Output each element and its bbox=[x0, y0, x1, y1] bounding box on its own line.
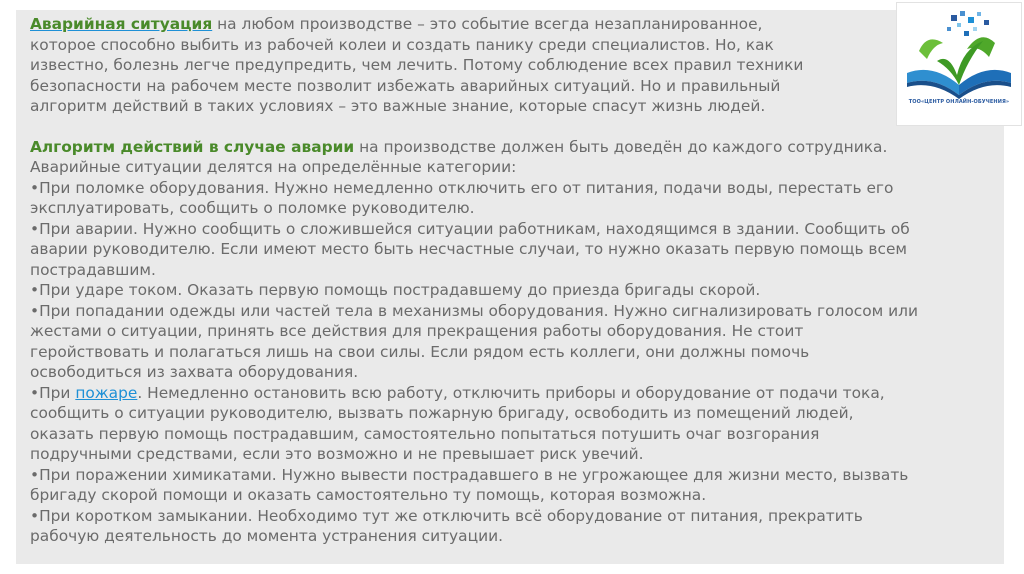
fire-prefix: •При bbox=[30, 383, 76, 402]
algorithm-heading: Алгоритм действий в случае аварии bbox=[30, 137, 355, 156]
intro-line: алгоритм действий в таких условиях – это важные знание, которые спасут жизнь людей. bbox=[30, 97, 766, 115]
algorithm-line: •При коротком замыкании. Необходимо тут же отключить всё оборудование от питания, прекратить bbox=[30, 506, 863, 525]
algorithm-line: сообщить о ситуации руководителю, вызвать пожарную бригаду, освободить из помещений людей, bbox=[30, 404, 854, 422]
intro-line: безопасности на рабочем месте позволит избежать аварийных ситуаций. Но и правильный bbox=[30, 76, 781, 95]
algorithm-line: •При поражении химикатами. Нужно вывести пострадавшего в не угрожающее для жизни место, вызвать bbox=[30, 465, 909, 484]
algorithm-line: геройствовать и полагаться лишь на свои силы. Если рядом есть коллеги, они должны помочь bbox=[30, 342, 810, 361]
intro-paragraph bbox=[30, 14, 858, 117]
algorithm-line: подручными средствами, если это возможно и не превышает риск увечий. bbox=[30, 445, 644, 463]
intro-line-1 bbox=[30, 14, 858, 35]
intro-line: известно, болезнь легче предупредить, чем лечить. Потому соблюдение всех правил техники bbox=[30, 56, 804, 74]
algorithm-heading-rest: на производстве должен быть доведён до каждого сотрудника. bbox=[354, 137, 888, 156]
algorithm-line: пострадавшим. bbox=[30, 260, 156, 279]
content-panel bbox=[16, 10, 1004, 564]
algorithm-heading-line bbox=[30, 137, 1000, 158]
fire-rest: . Немедленно остановить всю работу, отключить приборы и оборудование от подачи тока, bbox=[137, 383, 885, 402]
algorithm-line: жестами о ситуации, принять все действия для прекращения работы оборудования. Не стоит bbox=[30, 322, 804, 340]
intro-line-text: на любом производстве – это событие всегда незапланированное, bbox=[212, 15, 763, 33]
algorithm-line: бригаду скорой помощи и оказать самостоятельно ту помощь, которая возможна. bbox=[30, 486, 707, 504]
book-logo-icon bbox=[897, 3, 1021, 125]
fire-link[interactable]: пожаре bbox=[75, 383, 138, 402]
algorithm-paragraph bbox=[30, 137, 1000, 547]
algorithm-line: •При поломке оборудования. Нужно немедленно отключить его от питания, подачи воды, перестать его bbox=[30, 178, 894, 197]
logo-caption: ТОО«ЦЕНТР ОНЛАЙН-ОБУЧЕНИЯ» bbox=[908, 99, 1010, 105]
company-logo bbox=[896, 2, 1022, 126]
intro-line: которое способно выбить из рабочей колеи и создать панику среди специалистов. Но, как bbox=[30, 35, 774, 54]
algorithm-line: •При ударе током. Оказать первую помощь пострадавшему до приезда бригады скорой. bbox=[30, 281, 761, 299]
emergency-situation-link[interactable]: Аварийная ситуация bbox=[30, 15, 213, 33]
algorithm-line: аварии руководителю. Если имеют место быть несчастные случаи, то нужно оказать первую помощь всем bbox=[30, 240, 908, 258]
algorithm-line: рабочую деятельность до момента устранения ситуации. bbox=[30, 527, 503, 545]
algorithm-line: оказать первую помощь пострадавшим, самостоятельно попытаться потушить очаг возгорания bbox=[30, 424, 820, 443]
algorithm-line: Аварийные ситуации делятся на определённые категории: bbox=[30, 158, 517, 176]
fire-line bbox=[30, 383, 1000, 404]
algorithm-line: •При попадании одежды или частей тела в механизмы оборудования. Нужно сигнализировать голосом или bbox=[30, 301, 918, 320]
text-block bbox=[30, 14, 1000, 547]
algorithm-line: эксплуатировать, сообщить о поломке руководителю. bbox=[30, 199, 475, 217]
algorithm-line: •При аварии. Нужно сообщить о сложившейся ситуации работникам, находящимся в здании. Сообщить об bbox=[30, 219, 910, 238]
algorithm-line: освободиться из захвата оборудования. bbox=[30, 363, 359, 381]
